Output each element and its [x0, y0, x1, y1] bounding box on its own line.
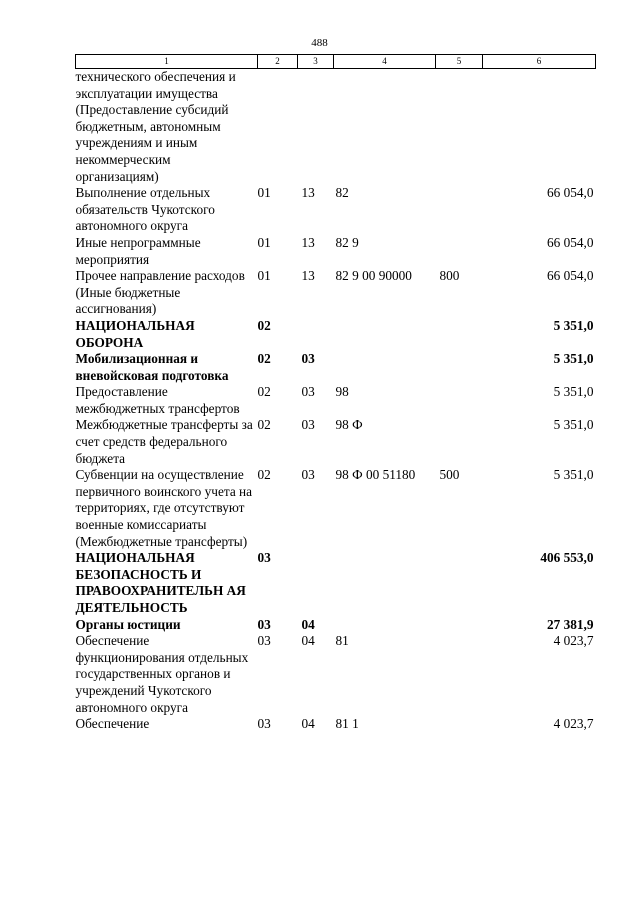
row-name: технического обеспечения и эксплуатации имущества (Предоставление субсидий бюджетным, автономным учреждениям и иным некоммерческим организациям) — [75, 69, 236, 184]
table-row — [76, 318, 596, 351]
table-row — [76, 550, 596, 616]
row-section: 01 — [257, 234, 271, 250]
column-header-1: 1 — [76, 55, 258, 69]
row-expense-type — [436, 69, 483, 186]
row-subsection: 13 — [301, 268, 315, 284]
row-expense-type — [436, 633, 483, 716]
row-target-code — [334, 351, 436, 384]
row-subsection — [298, 318, 334, 351]
row-subsection — [298, 550, 334, 616]
page-number: 488 — [311, 37, 328, 49]
row-subsection: 13 — [301, 185, 315, 201]
row-amount: 4 023,7 — [553, 716, 594, 732]
row-section: 03 — [257, 716, 271, 732]
column-header-2: 2 — [258, 55, 298, 69]
row-target-code: 98 Ф — [335, 417, 363, 433]
column-header-5: 5 — [436, 55, 483, 69]
row-section — [258, 69, 298, 186]
row-name: НАЦИОНАЛЬНАЯ ОБОРОНА — [75, 317, 195, 350]
row-subsection: 04 — [301, 716, 315, 732]
row-section: 02 — [257, 467, 271, 483]
row-section: 02 — [257, 417, 271, 433]
row-section: 02 — [257, 317, 271, 333]
row-expense-type — [436, 550, 483, 616]
table-row — [76, 235, 596, 268]
row-expense-type — [436, 417, 483, 467]
row-section: 01 — [257, 268, 271, 284]
row-section: 02 — [257, 384, 271, 400]
row-target-code — [334, 69, 436, 186]
row-name: Мобилизационная и вневойсковая подготовка — [75, 351, 229, 383]
row-expense-type: 800 — [439, 268, 460, 284]
row-expense-type: 500 — [439, 467, 460, 483]
row-subsection: 04 — [301, 633, 315, 649]
row-target-code: 98 Ф 00 51180 — [335, 467, 416, 483]
table-body — [76, 69, 596, 733]
row-name: Обеспечение — [75, 716, 150, 732]
row-expense-type — [436, 351, 483, 384]
row-target-code: 81 1 — [335, 716, 359, 732]
row-name: Обеспечение функционирования отдельных государственных органов и учреждений Чукотского автономного округа — [75, 633, 249, 715]
row-subsection: 03 — [301, 384, 315, 400]
header-row — [76, 55, 596, 69]
table-row — [76, 268, 596, 318]
row-name: Предоставление межбюджетных трансфертов — [75, 384, 240, 416]
row-amount: 66 054,0 — [546, 268, 594, 284]
row-section: 02 — [257, 351, 271, 367]
row-name: Субвенции на осуществление первичного воинского учета на территориях, где отсутствуют военные комиссариаты (Межбюджетные трансферты) — [75, 467, 253, 549]
row-section: 03 — [257, 616, 271, 632]
row-section: 03 — [257, 550, 271, 566]
row-subsection: 13 — [301, 234, 315, 250]
row-amount: 5 351,0 — [553, 317, 594, 333]
table-row — [76, 716, 596, 733]
row-expense-type — [436, 318, 483, 351]
table-row — [76, 384, 596, 417]
row-subsection — [298, 69, 334, 186]
table-row — [76, 417, 596, 467]
row-amount: 4 023,7 — [553, 633, 594, 649]
row-target-code: 82 — [335, 185, 349, 201]
budget-table — [75, 54, 596, 733]
row-section: 03 — [257, 633, 271, 649]
table-row — [76, 185, 596, 235]
column-header-6: 6 — [483, 55, 596, 69]
row-target-code: 81 — [335, 633, 349, 649]
table-row — [76, 633, 596, 716]
table-row — [76, 467, 596, 550]
row-name: Межбюджетные трансферты за счет средств федерального бюджета — [75, 417, 253, 466]
row-target-code: 98 — [335, 384, 349, 400]
row-amount: 5 351,0 — [553, 384, 594, 400]
table-row — [76, 69, 596, 186]
row-expense-type — [436, 185, 483, 235]
row-subsection: 03 — [301, 351, 315, 367]
row-amount: 66 054,0 — [546, 234, 594, 250]
row-section: 01 — [257, 185, 271, 201]
row-target-code: 82 9 — [335, 234, 359, 250]
row-amount: 406 553,0 — [540, 550, 594, 566]
row-subsection: 03 — [301, 467, 315, 483]
row-expense-type — [436, 235, 483, 268]
row-target-code: 82 9 00 90000 — [335, 268, 412, 284]
row-subsection: 04 — [301, 616, 315, 632]
table-row — [76, 351, 596, 384]
row-amount: 5 351,0 — [553, 351, 594, 367]
table-row — [76, 617, 596, 634]
row-name: Органы юстиции — [75, 616, 181, 632]
column-header-3: 3 — [298, 55, 334, 69]
row-expense-type — [436, 617, 483, 634]
row-name: НАЦИОНАЛЬНАЯ БЕЗОПАСНОСТЬ И ПРАВООХРАНИТЕЛЬН АЯ ДЕЯТЕЛЬНОСТЬ — [75, 550, 246, 615]
row-amount — [483, 69, 596, 186]
row-amount: 5 351,0 — [553, 417, 594, 433]
row-name: Выполнение отдельных обязательств Чукотского автономного округа — [75, 185, 215, 234]
row-expense-type — [436, 384, 483, 417]
row-name: Иные непрограммные мероприятия — [75, 234, 201, 267]
row-amount: 27 381,9 — [546, 616, 594, 632]
row-target-code — [334, 617, 436, 634]
row-amount: 5 351,0 — [553, 467, 594, 483]
row-expense-type — [436, 716, 483, 733]
row-name: Прочее направление расходов (Иные бюджетные ассигнования) — [75, 268, 245, 317]
row-target-code — [334, 318, 436, 351]
column-header-4: 4 — [334, 55, 436, 69]
row-amount: 66 054,0 — [546, 185, 594, 201]
row-subsection: 03 — [301, 417, 315, 433]
row-target-code — [334, 550, 436, 616]
table-header — [76, 55, 596, 69]
